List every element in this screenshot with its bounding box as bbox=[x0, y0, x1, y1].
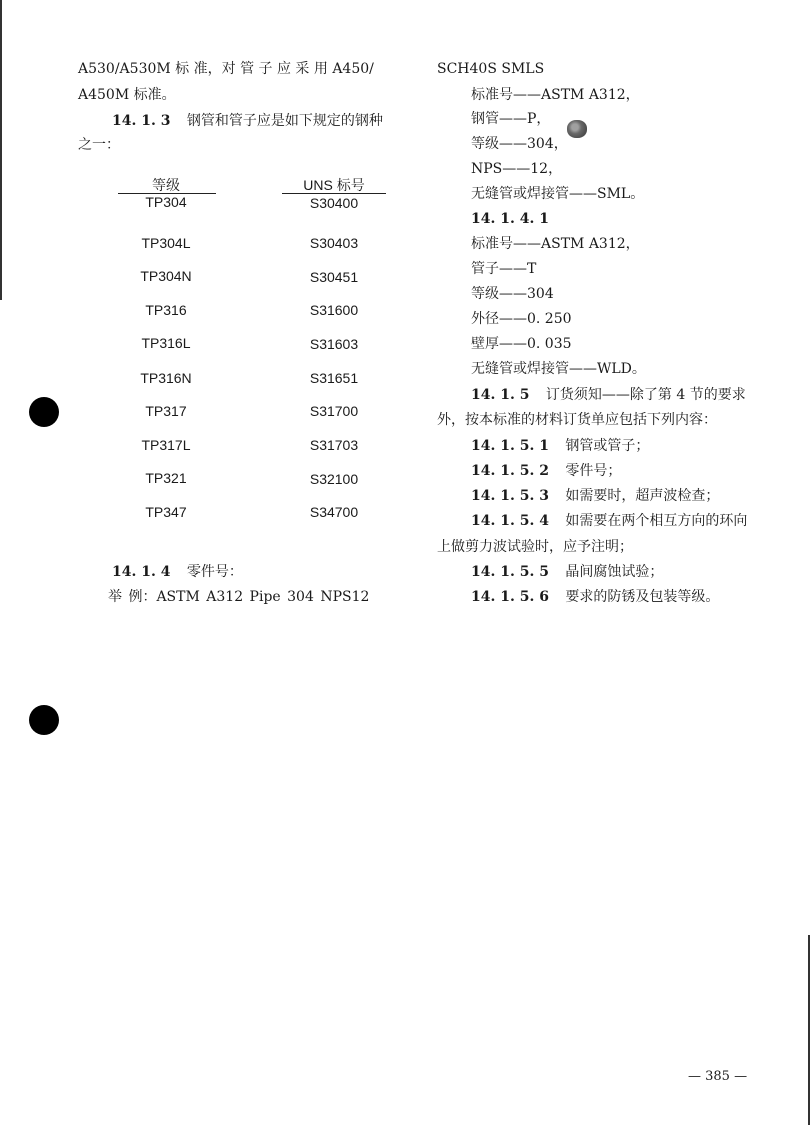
list-item bbox=[471, 437, 649, 455]
table-cell-uns: S30400 bbox=[309, 195, 359, 211]
section-number: 14. 1. 3 bbox=[112, 113, 171, 129]
paragraph-line: 等级——304 bbox=[471, 286, 554, 302]
table-cell-grade: TP316 bbox=[145, 302, 187, 318]
item-text: 晶间腐蚀试验； bbox=[565, 564, 664, 580]
paragraph-line: NPS——12， bbox=[471, 161, 563, 177]
table-cell-uns: S31703 bbox=[309, 437, 359, 453]
list-item bbox=[471, 563, 663, 581]
paragraph-line: 之一： bbox=[78, 137, 120, 153]
list-item bbox=[471, 588, 719, 606]
paragraph-line: SCH40S SMLS bbox=[437, 61, 545, 77]
paragraph-line: A530/A530M 标 准，对 管 子 应 采 用 A450/ bbox=[78, 61, 374, 77]
item-number: 14. 1. 5. 1 bbox=[471, 438, 549, 454]
table-cell-grade: TP304L bbox=[141, 235, 191, 251]
list-item bbox=[471, 487, 719, 505]
item-number: 14. 1. 5. 4 bbox=[471, 513, 549, 529]
table-cell-uns: S34700 bbox=[309, 504, 359, 520]
paragraph-line: 管子——T bbox=[471, 261, 537, 277]
left-edge-mark bbox=[0, 0, 2, 300]
page-number: — 385 — bbox=[688, 1069, 748, 1084]
right-edge-mark bbox=[808, 935, 810, 1125]
table-cell-uns: S30451 bbox=[309, 269, 359, 285]
table-cell-uns: S30403 bbox=[309, 235, 359, 251]
table-cell-grade: TP304N bbox=[140, 268, 192, 284]
table-cell-uns: S31603 bbox=[309, 336, 359, 352]
table-header-grade: 等级 bbox=[152, 177, 180, 193]
table-cell-uns: S32100 bbox=[309, 471, 359, 487]
item-number: 14. 1. 5. 5 bbox=[471, 564, 549, 580]
section-14-1-3 bbox=[112, 112, 383, 130]
item-text: 要求的防锈及包装等级。 bbox=[565, 589, 720, 605]
item-text: 零件号； bbox=[565, 463, 622, 479]
item-number: 14. 1. 5. 2 bbox=[471, 463, 549, 479]
ink-stamp-mark bbox=[567, 120, 587, 138]
section-text: 钢管和管子应是如下规定的钢种 bbox=[186, 113, 383, 129]
paragraph-line: 壁厚——0. 035 bbox=[471, 336, 572, 352]
table-cell-uns: S31600 bbox=[309, 302, 359, 318]
section-14-1-5 bbox=[471, 386, 746, 404]
item-number: 14. 1. 5. 3 bbox=[471, 488, 549, 504]
section-number: 14. 1. 5 bbox=[471, 387, 530, 403]
item-text: 钢管或管子； bbox=[565, 438, 650, 454]
paragraph-line: 无缝管或焊接管——WLD。 bbox=[471, 361, 646, 377]
paragraph-line: 钢管——P， bbox=[471, 111, 551, 127]
list-item bbox=[471, 512, 747, 530]
paragraph-line: A450M 标准。 bbox=[78, 87, 176, 103]
paragraph-line: 标准号——ASTM A312， bbox=[471, 236, 640, 252]
table-cell-grade: TP316L bbox=[141, 335, 191, 351]
table-cell-uns: S31651 bbox=[309, 370, 359, 386]
paragraph-line: 外，按本标准的材料订货单应包括下列内容： bbox=[437, 412, 717, 428]
section-number: 14. 1. 4 bbox=[112, 564, 171, 580]
item-text: 如需要时，超声波检查； bbox=[565, 488, 720, 504]
paragraph-line: 标准号——ASTM A312， bbox=[471, 87, 640, 103]
example-line: 举 例：ASTM A312 Pipe 304 NPS12 bbox=[108, 589, 370, 605]
table-cell-grade: TP316N bbox=[140, 370, 192, 386]
paragraph-line: 外径——0. 250 bbox=[471, 311, 572, 327]
table-cell-grade: TP347 bbox=[145, 504, 187, 520]
binder-hole-bottom bbox=[29, 705, 59, 735]
section-14-1-4-1: 14. 1. 4. 1 bbox=[471, 211, 549, 227]
section-text: 零件号： bbox=[186, 564, 243, 580]
section-text: 订货须知——除了第 4 节的要求 bbox=[545, 387, 746, 403]
table-cell-grade: TP317 bbox=[145, 403, 187, 419]
table-header-uns: UNS 标号 bbox=[303, 177, 365, 193]
table-cell-uns: S31700 bbox=[309, 403, 359, 419]
list-item bbox=[471, 462, 621, 480]
table-cell-grade: TP304 bbox=[145, 194, 187, 210]
item-text: 如需要在两个相互方向的环向 bbox=[565, 513, 748, 529]
section-14-1-4 bbox=[112, 563, 243, 581]
paragraph-line: 无缝管或焊接管——SML。 bbox=[471, 186, 645, 202]
binder-hole-top bbox=[29, 397, 59, 427]
table-cell-grade: TP321 bbox=[145, 470, 187, 486]
paragraph-line: 等级——304， bbox=[471, 136, 568, 152]
paragraph-line: 上做剪力波试验时，应予注明； bbox=[437, 539, 633, 555]
item-number: 14. 1. 5. 6 bbox=[471, 589, 549, 605]
table-cell-grade: TP317L bbox=[141, 437, 191, 453]
